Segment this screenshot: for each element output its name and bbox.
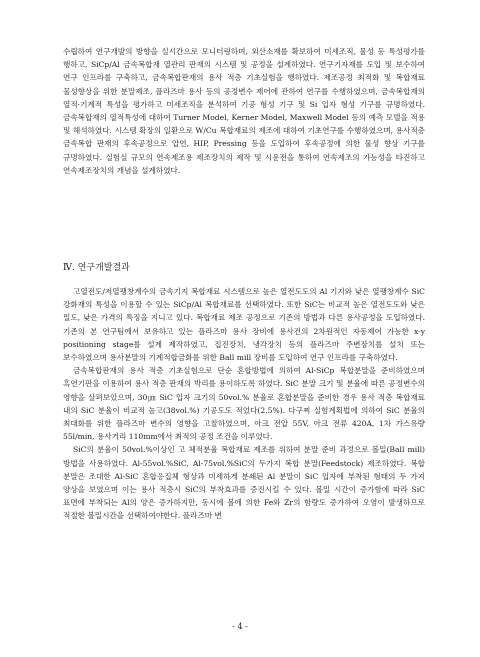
- body-paragraph: SiC의 분율이 50vol.%이상인 고 체적분율 복합재료 제조를 위하여 분말 준비 과정으로 볼밀(Ball mill) 방법을 사용하였다. Al-55vol.%SiC, Al-75vol.%SiC의 두가지 복합 분말(Feedstock) 제조하였다. 복합 분말은 조대한 Al-SiC 혼합응집체 형상과 미세하게 분쇄된 Al 분말이 SiC 입자에 부착된 형태의 두 가지 양상을 보였으며 이는 용사 적층시 SiC의 부착효과를 증진시킬 수 있다. 볼밀 시간이 증가함에 따라 SiC 표면에 부착되는 Al의 양은 증가하지만, 동시에 볼에 의한 Fe와 Zr의 함량도 증가하여 오염이 발생하므로 적절한 볼밀시간을 선택하여야한다. 플라즈마 변: [63, 445, 425, 521]
- intro-section: [63, 45, 425, 177]
- results-section: [63, 285, 425, 523]
- body-paragraph: 고열전도/저열팽창계수의 금속기지 복합재료 시스템으로 높은 열전도도의 Al 기지와 낮은 열팽창계수 SiC 강화재의 특성을 이용할 수 있는 SiCp/Al 복합재료를 선택하였다. 또한 SiC는 비교적 높은 열전도도와 낮은 밀도, 낮은 가격의 특징을 지니고 있다. 복합재료 제조 공정으로 기존의 방법과 다른 용사공정을 도입하였다. 기존의 본 연구팀에서 보유하고 있는 플라즈마 용사 장비에 용사건의 2차원적인 자동제어 가능한 x-y positioning stage를 설계 제작하였고, 집진장치, 냉각장치 등의 플라즈마 주변장치를 설치 또는 보수하였으며 용사분말의 기계적합금화를 위한 Ball mill 장비를 도입하여 연구 인프라를 구축하였다.: [63, 287, 425, 363]
- body-paragraph: 금속복합판재의 용사 적층 기초실험으로 단순 혼합방법에 의하여 Al-SiCp 복합분말을 준비하였으며 흑연기판을 이용하여 용사 적층 판재의 박리를 용이하도록 하였다. SiC 분말 크기 및 분율에 따른 공정변수의 영향을 살펴보았으며, 30㎛ SiC 입자 크기의 50vol.% 분율로 혼합분말을 준비한 경우 용사 적층 복합재료 내의 SiC 분율이 비교적 높고(38vol.%) 기공도도 적었다(2.5%). 다구찌 실험계획법에 의하여 SiC 분율의 최대화를 위한 플라즈마 변수의 영향을 고찰하였으며, 아크 전압 55V, 아크 전류 420A, 1차 가스유량 55l/min, 용사거리 110mm에서 최적의 공정 조건을 이루었다.: [63, 366, 425, 442]
- section-title: Ⅳ. 연구개발결과: [63, 263, 130, 273]
- intro-paragraph: 수립하여 연구개발의 방향을 실시간으로 모니터링하며, 외산소재를 확보하여 미세조직, 물성 등 특성평가를 행하고, SiCp/Al 금속복합재 열관리 판재의 시스템 및 공정을 설계하였다. 연구기자재를 도입 및 보수하여 연구 인프라를 구축하고, 금속복합판재의 용사 적층 기초실험을 행하였다. 제조공정 최적화 및 복합재료 물성향상을 위한 분말제조, 플라즈마 용사 등의 공정변수 제어에 관하여 연구를 수행하였으며, 금속복합재의 열적·기계적 특성을 평가하고 미세조직을 분석하여 기공 형성 기구 및 Si 입자 형성 기구를 규명하였다. 금속복합재의 열적특성에 대하여 Turner Model, Kerner Model, Maxwell Model 등의 예측 모델을 적용 및 해석하였다. 시스템 확장의 일환으로 W/Cu 복합재료의 제조에 대하여 기초연구를 수행하였으며, 용사적층 금속복합 판재의 후속공정으로 압연, HIP, Pressing 등을 도입하여 후속공정에 의한 물성 향상 기구를 규명하였다. 실험실 규모의 연속제조용 제조장치의 제작 및 시운전을 통하여 연속제조의 가능성을 타진하고 연속제조장치의 개념을 설계하였다.: [63, 47, 425, 175]
- page-number: - 4 -: [232, 622, 248, 631]
